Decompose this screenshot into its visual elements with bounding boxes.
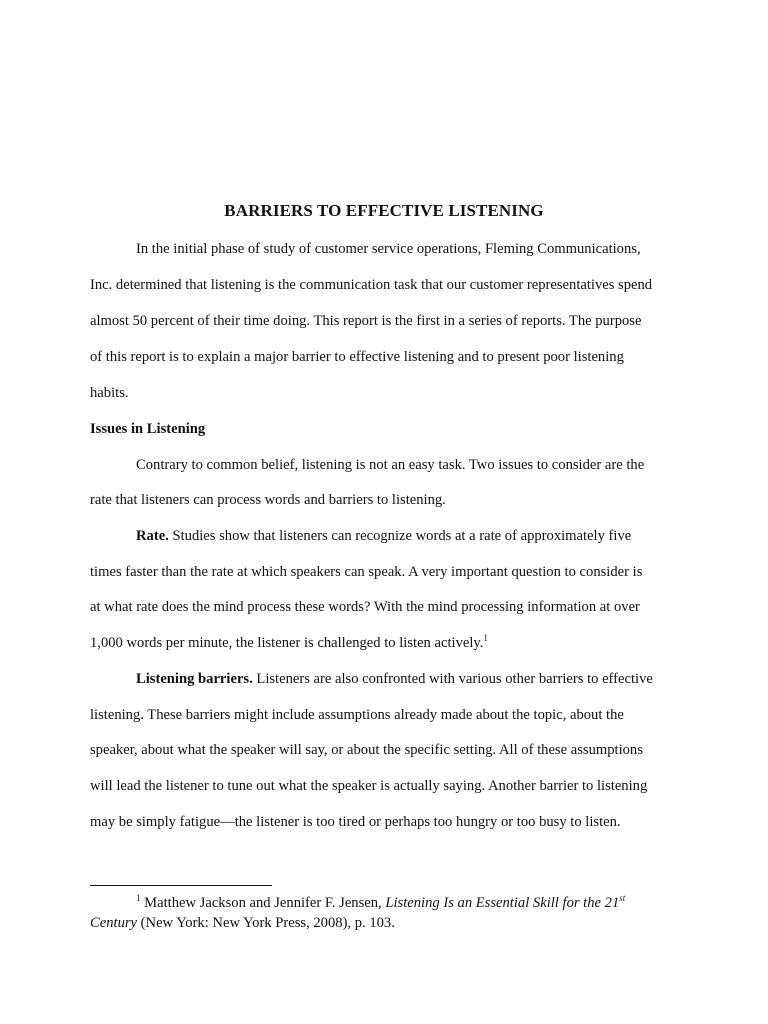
issues-line-1: Contrary to common belief, listening is not an easy task. Two issues to consider are the [136, 457, 645, 473]
issues-line-2: rate that listeners can process words and barriers to listening. [90, 492, 446, 508]
rate-line-4 [90, 633, 488, 653]
barriers-line-1 [136, 669, 653, 689]
intro-line-2: Inc. determined that listening is the communication task that our customer representatives spend [90, 277, 653, 293]
intro-line-1: In the initial phase of study of customer service operations, Fleming Communications, [136, 241, 641, 257]
section-heading: Issues in Listening [90, 421, 206, 437]
footnote-title-sup: st [619, 893, 626, 903]
document-title: BARRIERS TO EFFECTIVE LISTENING [224, 201, 544, 220]
barriers-line-5: may be simply fatigue—the listener is too tired or perhaps too hungry or too busy to listen. [90, 814, 621, 830]
barriers-line-1-text: Listeners are also confronted with various other barriers to effective [252, 671, 653, 687]
rate-line-4-text: 1,000 words per minute, the listener is challenged to listen actively. [90, 635, 484, 651]
footnote-line-1 [136, 893, 625, 913]
footnote-line-2 [90, 913, 395, 933]
barriers-line-4: will lead the listener to tune out what the speaker is actually saying. Another barrier to listening [90, 778, 648, 794]
intro-line-4: of this report is to explain a major barrier to effective listening and to present poor listening [90, 349, 624, 365]
footnote-number: 1 [136, 893, 141, 903]
rate-line-2: times faster than the rate at which speakers can speak. A very important question to consider is [90, 564, 643, 580]
footnote-publication: (New York: New York Press, 2008), p. 103. [137, 915, 395, 931]
barriers-line-2: listening. These barriers might include assumptions already made about the topic, about the [90, 707, 624, 723]
barriers-line-3: speaker, about what the speaker will say, or about the specific setting. All of these assumptions [90, 742, 643, 758]
footnote-title-part1: Listening Is an Essential Skill for the 21 [385, 895, 620, 911]
rate-line-3: at what rate does the mind process these words? With the mind processing information at over [90, 599, 640, 615]
footnote-authors: Matthew Jackson and Jennifer F. Jensen, [140, 895, 386, 911]
footnote-separator [90, 885, 272, 886]
rate-line-1 [136, 526, 631, 546]
rate-line-1-text: Studies show that listeners can recognize words at a rate of approximately five [168, 528, 632, 544]
barriers-heading: Listening barriers. [136, 671, 253, 687]
rate-heading: Rate. [136, 528, 169, 544]
intro-line-5: habits. [90, 385, 129, 401]
intro-line-3: almost 50 percent of their time doing. This report is the first in a series of reports. The purpose [90, 313, 642, 329]
footnote-reference[interactable]: 1 [483, 633, 488, 643]
footnote-title-part2: Century [90, 915, 138, 931]
